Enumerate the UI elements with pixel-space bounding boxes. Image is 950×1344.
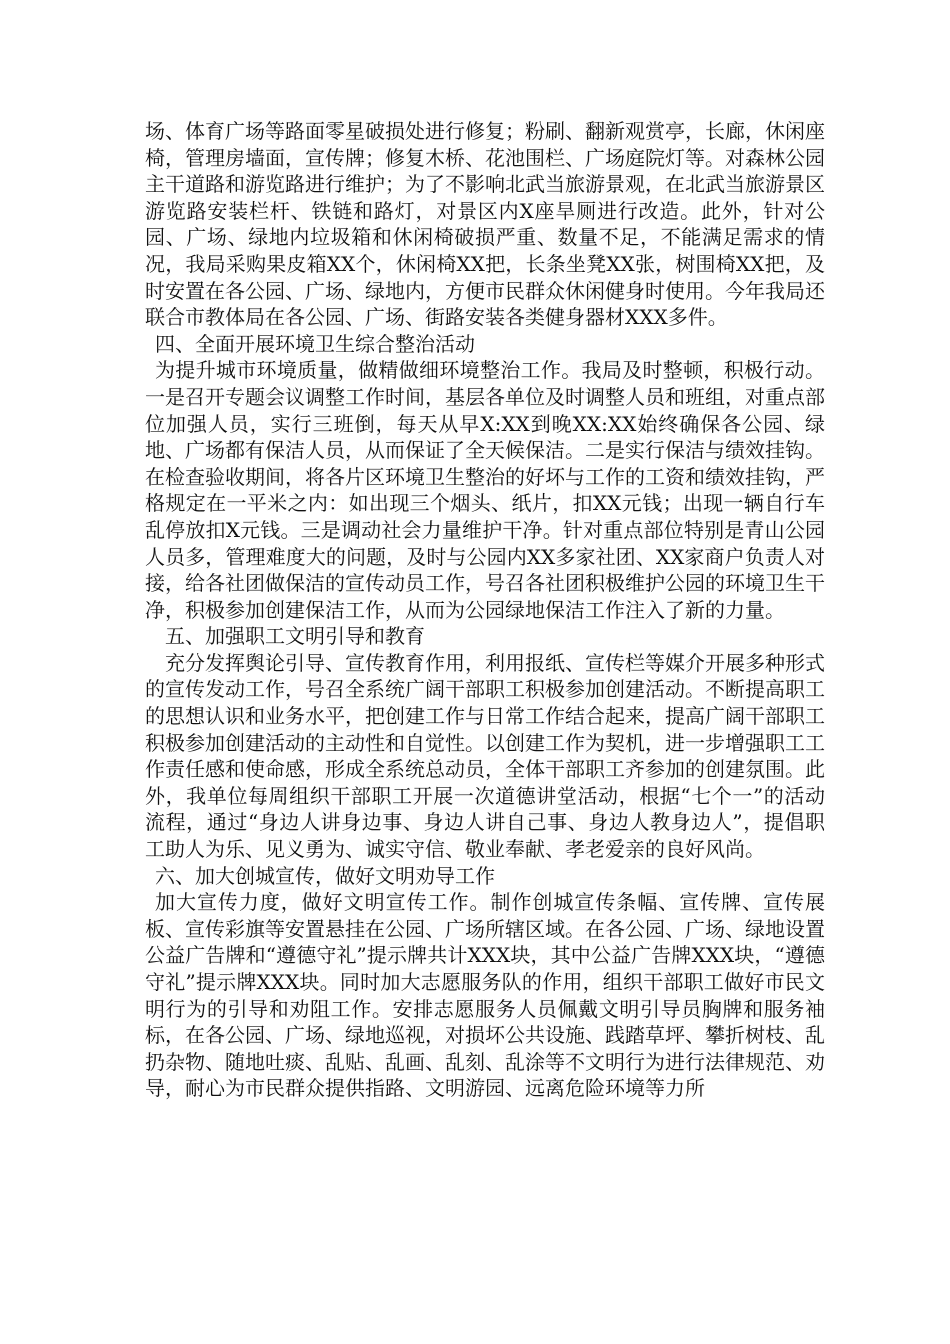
- paragraph-civility-publicity: 加大宣传力度，做好文明宣传工作。制作创城宣传条幅、宣传牌、宣传展板、宣传彩旗等安置悬挂在公园、广场所辖区域。在各公园、广场、绿地设置公益广告牌和“遵德守礼”提示牌共计XXX块，其中公益广告牌XXX块，“遵德守礼”提示牌XXX块。同时加大志愿服务队的作用，组织干部职工做好市民文明行为的引导和劝阻工作。安排志愿服务人员佩戴文明引导员胸牌和服务袖标，在各公园、广场、绿地巡视，对损坏公共设施、践踏草坪、攀折树枝、乱扔杂物、随地吐痰、乱贴、乱画、乱刻、乱涂等不文明行为进行法律规范、劝导，耐心为市民群众提供指路、文明游园、远离危险环境等力所: [145, 890, 825, 1101]
- document-page: [145, 118, 825, 1102]
- section-heading-6: 六、加大创城宣传，做好文明劝导工作: [155, 863, 495, 888]
- paragraph-environment-cleanup: 为提升城市环境质量，做精做细环境整治工作。我局及时整顿，积极行动。一是召开专题会议调整工作时间，基层各单位及时调整人员和班组，对重点部位加强人员，实行三班倒，每天从早X:XX到晚XX:XX始终确保各公园、绿地、广场都有保洁人员，从而保证了全天候保洁。二是实行保洁与绩效挂钩。在检查验收期间，将各片区环境卫生整治的好坏与工作的工资和绩效挂钩，严格规定在一平米之内：如出现三个烟头、纸片，扣XX元钱；出现一辆自行车乱停放扣X元钱。三是调动社会力量维护干净。针对重点部位特别是青山公园人员多，管理难度大的问题，及时与公园内XX多家社团、XX家商户负责人对接，给各社团做保洁的宣传动员工作，号召各社团积极维护公园的环境卫生干净，积极参加创建保洁工作，从而为公园绿地保洁工作注入了新的力量。: [145, 358, 825, 622]
- section-heading-5: 五、加强职工文明引导和教育: [165, 624, 425, 649]
- paragraph-facilities-repair: 场、体育广场等路面零星破损处进行修复；粉刷、翻新观赏亭，长廊，休闲座椅，管理房墙面，宣传牌；修复木桥、花池围栏、广场庭院灯等。对森林公园主干道路和游览路进行维护；为了不影响北武当旅游景观，在北武当旅游景区游览路安装栏杆、铁链和路灯，对景区内X座旱厕进行改造。此外，针对公园、广场、绿地内垃圾箱和休闲椅破损严重、数量不足，不能满足需求的情况，我局采购果皮箱XX个，休闲椅XX把，长条坐凳XX张，树围椅XX把，及时安置在各公园、广场、绿地内，方便市民群众休闲健身时使用。今年我局还联合市教体局在各公园、广场、街路安装各类健身器材XXX多件。: [145, 119, 825, 330]
- section-heading-4: 四、全面开展环境卫生综合整治活动: [155, 331, 475, 356]
- paragraph-staff-education: 充分发挥舆论引导、宣传教育作用，利用报纸、宣传栏等媒介开展多种形式的宣传发动工作，号召全系统广阔干部职工积极参加创建活动。不断提高职工的思想认识和业务水平，把创建工作与日常工作结合起来，提高广阔干部职工积极参加创建活动的主动性和自觉性。以创建工作为契机，进一步增强职工工作责任感和使命感，形成全系统总动员，全体干部职工齐参加的创建氛围。此外，我单位每周组织干部职工开展一次道德讲堂活动，根据“七个一”的活动流程，通过“身边人讲身边事、身边人讲自己事、身边人教身边人”，提倡职工助人为乐、见义勇为、诚实守信、敬业奉献、孝老爱亲的良好风尚。: [145, 650, 825, 862]
